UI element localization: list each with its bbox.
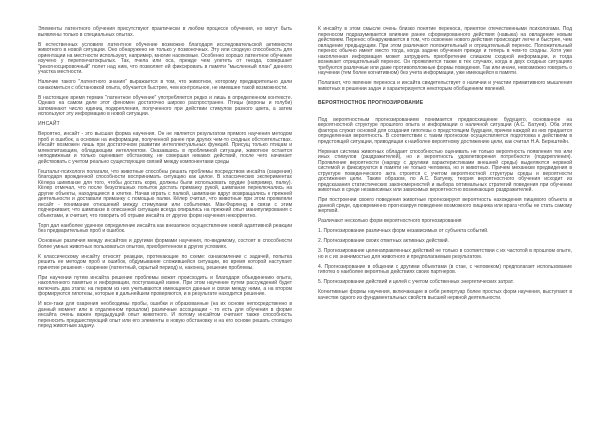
paragraph: Полагают, что явление переноса и инсайта свидетельствует о наличии и участии примитивного мышления животных в решении задач и характеризуется некоторым обобщением явлений.: [318, 80, 572, 92]
paragraph: К классическому инсайту относят реакции, протекающие по схеме: ознакомление с задачей, попытка решить ее методом проб и ошибок, обдумывание сложившейся ситуации, во время которой наступает принятие решения - озарение (латентный, скрытый период) и, наконец, решение проблемы.: [38, 253, 292, 271]
paragraph: К инсайту в этом смысле очень близко понятие переноса, принятое отечественными психологами. Под переносом подразумевается влияние ранее сформированного действия (навыка) на овладение новым действием. Перенос обнаруживается в том, что освоение нового действия происходит легче и быстрее, чем овладение предыдущим. При этом различают положительный и отрицательный перенос. Положительный перенос обычно имеет место тогда, когда задачи обучения прежде и теперь в чем-то сходны. Хотя уже накопленная информация может затруднить приобретение слишком сходной информации, и тогда возникает отрицательный перенос. Он проявляется также в тех случаях, когда в двух сходных ситуациях требуются различные или даже противоположные формы поведения. Так или иначе, невозможно говорить о научении (тем более когнитивном) без учета информации, уже имеющейся в памяти.: [318, 26, 572, 76]
list-item: 4. Прогнозирование в общении с другими объектами (в стае, с человеком) предполагает использование гипотез о наиболее вероятных действиях своих партнеров.: [318, 263, 572, 275]
paragraph: Основные различия между инсайтом и другими формами научения, по-видимому, состоят в способности более умных животных пользоваться опытом, приобретенном в других условиях.: [38, 238, 292, 250]
list-item: 5. Прогнозирование действий и целей с учетом собственных энергетических затрат.: [318, 279, 514, 285]
paragraph: В естественных условиях латентное обучение возможно благодаря исследовательской активности животного в новой ситуации. Оно обнаружено не только у позвоночных. Эту или сходную способность для ориентации на местности используют, например, многие насекомые. Особенно хорошо латентное обучение изучено у перепончатокрылых. Так, пчела или оса, прежде чем улететь от гнезда, совершает "рекогносцировочный" полет над ним, что позволяет ей фиксировать в памяти "мысленный план" данного участка местности.: [38, 41, 292, 75]
list-item: 2. Прогнозирование своих ответных активных действий.: [318, 238, 449, 244]
paragraph: Вероятно, инсайт - это высшая форма научения. Он не является результатом прямого научения методом проб и ошибок, а основан на информации, полученной ранее при других чем-то сходных обстоятельствах. Инсайт возможен лишь при достаточном развитии интеллектуальных функций. Присущ только птицам и млекопитающим, обладающим интеллектом. Оказавшись в проблемной ситуации, животное остается неподвижным и только оценивает обстановку, не совершая никаких действий, после чего начинает действовать с учетом реально существующих связей между компонентами среды: [38, 131, 292, 165]
paragraph: Торп дал наиболее удачное определение инсайта как внезапное осуществление новой адаптивной реакции без предварительных проб и ошибок.: [38, 222, 292, 234]
right-column: [318, 27, 572, 406]
section-heading: ВЕРОЯТНОСТНОЕ ПРОГНОЗИРОВАНИЕ: [318, 100, 424, 106]
left-column: [38, 27, 292, 406]
paragraph: При научении путем инсайта решение проблемы может происходить и благодаря объединению опыта, накопленного памятью и информации, поступающей извне. При этом научение путем рассуждений будет включать два этапа: на первом из них учитываются имеющиеся данные и связи между ними, а на втором формируются гипотезы, которые в дальнейшем проверяются, и в результате находится решение.: [38, 274, 292, 297]
section-heading: ИНСАЙТ: [38, 121, 60, 127]
paragraph: Элементы латентного обучения присутствуют практически в любом процессе обучения, но могут быть выявлены только в специальных опытах.: [38, 26, 292, 38]
paragraph: Когнитивные формы научения, включающие в себя репертуар более простых форм научения, выступают в качестве одного из фундаментальных свойств высшей нервной деятельности.: [318, 289, 572, 301]
paragraph: Нервная система животных обладает способностью оценивать не только вероятность появления тех или иных стимулов (раздражителей), но и вероятность удовлетворения потребности (подкрепления). Проявление вероятности (наряду с другими характеристиками внешней среды) выделяются нервной системой и фиксируются в памяти не только человека, но и животных. Причем механизм предвидения в структуре поведенческого акта строится с учетом вероятностной структуры среды и вероятности достижения цели. Таким образом, по А.С. Батуеву, теория вероятностного обучения исходит из предсказания статистических закономерностей и выбора оптимальных стратегий поведения при обучении животных в среде независимых или зависимых вероятностно возникающих раздражителей.: [318, 148, 572, 193]
list-item: 1. Прогнозирование различных форм независимых от субъекта событий.: [318, 228, 489, 234]
paragraph: И все-таки для озарения необходимы пробы, ошибки и образованные (на их основе непосредственно в данный момент или в отдаленном прошлом) различные ассоциации - то есть для обучения в форме инсайта очень важен предыдущий опыт животного. И потому инсайтом считают также способность переносить предшествующий опыт или его элементы в новую обстановку и на его основе решать стоящую перед животным задачу.: [38, 301, 292, 329]
paragraph: Под вероятностным прогнозированием понимается предвосхищение будущего, основанное на вероятностной структуре прошлого опыта и информации о наличной ситуации (А.С. Батуев). Оба этих фактора служат основой для создания гипотезы о предстоящем будущем, причем каждой из них придается определенная вероятность. В соответствии с таким прогнозом осуществляется подготовка к действиям в предстоящей ситуации, приводящая к наиболее вероятному достижению цели, как считал Н.А. Бернштейн.: [318, 116, 572, 145]
paragraph: Наличие такого "латентного знания" выражается в том, что животное, которому предварительно дали ознакомиться с обстановкой опыта, обучается быстрее, чем контрольное, не имевшее такой возможности.: [38, 79, 292, 91]
list-item: 3. Прогнозирование целенаправленных действий не только в соответствии с их частотой в прошлом опыте, но и с их значимостью для животного и предполагаемым результатом.: [318, 248, 572, 260]
paragraph: Гештальт-психологи полагали, что животные способны решать проблемы посредством инсайта (озарения) благодаря врожденной способности воспринимать ситуацию как целое. В классических экспериментах Кёлера шимпанзе для того, чтобы достать корм, должны были использовать орудие (например, палку). Кёлер отмечал, что после безуспешных попыток достать приманку рукой, шимпанзе переключались на другие объекты, находящиеся в клетке. Начав играть с палкой, шимпанзе вдруг возвращались к прежней деятельности и доставали приманку с помощью палки. Кёлер считал, что животные при этом проявляли инсайт - понимание отношений между стимулами или событиями. Мак-Фарленд в связи с этим подчеркивает, что шимпанзе в описанной ситуации всегда опирались на прежний опыт манипулирования с объектами, и считает, что говорить об отрыве инсайта от других форм научения некорректно.: [38, 168, 292, 219]
paragraph: При построении своего поведения животные прогнозируют вероятность нахождения пищевого объекта в данной среде, одновременно прогнозируя поведение возможного хищника или врага чтобы не стать самому жертвой.: [318, 197, 572, 214]
paragraph: Различают несколько форм вероятностного прогнозирования: [318, 218, 462, 224]
paragraph: В настоящее время термин "латентное обучение" употребляется редко и лишь в определенном контексте. Однако на самом деле этот феномен достаточно широко распространен. Птицы (вороны и голуби) запоминают число единиц подкрепления, полученного при действии стимулов разного цвета, а затем используют эту информацию в новой ситуации.: [38, 94, 292, 117]
